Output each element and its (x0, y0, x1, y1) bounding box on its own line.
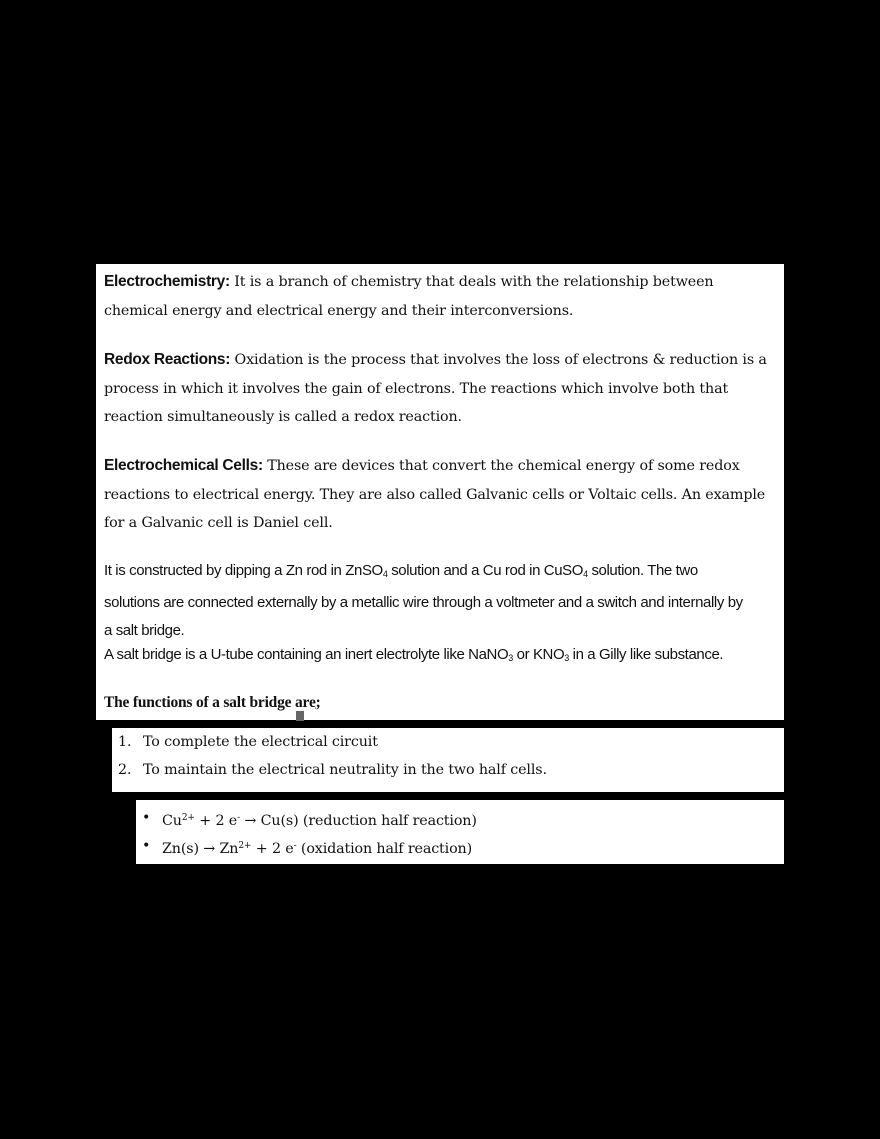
term-label: Electrochemistry: (104, 273, 230, 290)
numbered-list (112, 728, 784, 792)
term-label: Redox Reactions: (104, 351, 231, 368)
heading-text: The functions of a salt bridge are (104, 694, 316, 711)
text-run: or KNO (512, 646, 565, 663)
main-text-block (96, 264, 784, 720)
text-run: A salt bridge is a U-tube containing an inert electrolyte like NaNO (104, 646, 509, 663)
paragraph-construction (104, 557, 744, 646)
text-run: (oxidation half reaction) (296, 841, 473, 857)
bullet-icon: • (142, 810, 151, 826)
superscript: - (293, 841, 297, 851)
reaction-text (162, 832, 472, 863)
text-run: + 2 e (194, 813, 238, 829)
subscript: 3 (508, 653, 513, 663)
text-run: solution and a Cu rod in CuSO (387, 562, 584, 579)
list-item-text: To maintain the electrical neutrality in the two half cells. (143, 762, 547, 778)
superscript: - (237, 813, 241, 823)
definition-text: Oxidation is the process that involves the loss of electrons & reduction is a process in which it involves the gain of electrons. The reactions which involve both that reaction simultaneously is called a redox reaction. (104, 352, 767, 425)
term-label: Electrochemical Cells: (104, 457, 263, 474)
paragraph-electrochemical-cells (104, 452, 778, 538)
functions-heading (104, 689, 778, 718)
half-reactions-list (136, 800, 784, 864)
text-run: + 2 e (251, 841, 294, 857)
list-marker: 1. (118, 734, 132, 750)
text-run: Cu (162, 813, 182, 829)
subscript: 3 (564, 653, 569, 663)
reaction-text (162, 804, 477, 835)
list-marker: 2. (118, 762, 132, 778)
superscript: 2+ (181, 813, 195, 823)
definition-text: These are devices that convert the chemical energy of some redox reactions to electrical energy. They are also called Galvanic cells or Voltaic cells. An example for a Galvanic cell is Daniel cell. (104, 458, 766, 531)
heading-punct: ; (315, 694, 321, 711)
paragraph-electrochemistry (104, 268, 778, 325)
text-run: → Cu(s) (reduction half reaction) (240, 813, 477, 829)
subscript: 4 (382, 569, 388, 579)
definition-text: It is a branch of chemistry that deals with the relationship between chemical energy and electrical energy and their interconversions. (104, 274, 714, 319)
subscript: 4 (583, 569, 588, 579)
text-run: Zn(s) → Zn (162, 841, 239, 857)
text-run: solution. The two solutions are connected externally by a metallic wire through a voltmeter and a switch and internally by a salt bridge. (104, 562, 743, 639)
text-cursor-icon (296, 711, 304, 721)
superscript: 2+ (238, 841, 252, 851)
paragraph-salt-bridge (104, 641, 778, 673)
bullet-icon: • (142, 838, 151, 854)
list-item-text: To complete the electrical circuit (143, 734, 378, 750)
paragraph-redox (104, 346, 778, 432)
text-run: in a Gilly like substance. (568, 646, 724, 663)
text-run: It is constructed by dipping a Zn rod in ZnSO (104, 562, 383, 579)
